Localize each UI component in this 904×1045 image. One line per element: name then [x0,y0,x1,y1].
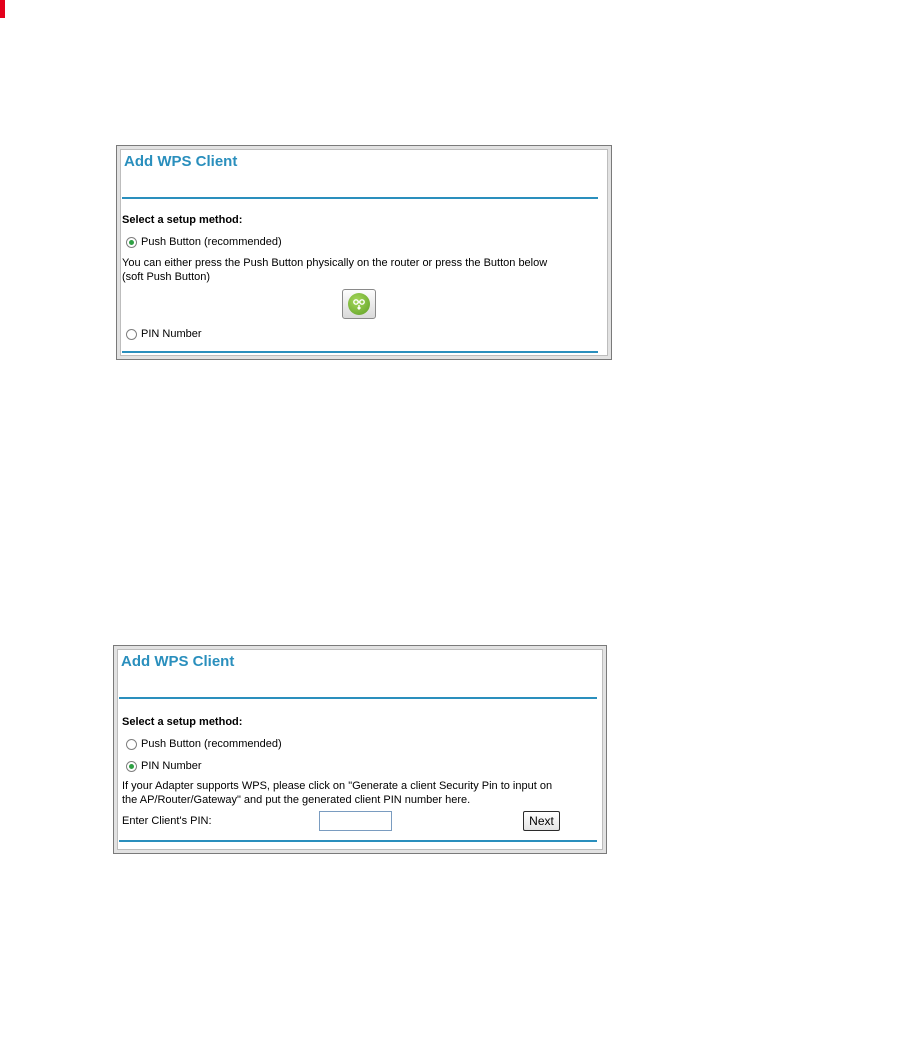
soft-push-button[interactable] [342,289,376,319]
push-button-option-label: Push Button (recommended) [141,236,282,248]
pin-description-line-2: the AP/Router/Gateway" and put the generated client PIN number here. [122,794,471,806]
page-corner-marker [0,0,5,18]
push-button-option[interactable] [126,236,282,249]
push-description-line-1: You can either press the Push Button physically on the router or press the Button below [122,257,548,269]
push-button-option[interactable] [126,738,282,751]
title-divider [119,697,597,699]
next-button[interactable]: Next [523,811,560,831]
pin-number-radio[interactable] [126,329,137,340]
add-wps-client-panel-pin [113,645,607,854]
bottom-divider [122,351,598,353]
push-button-radio[interactable] [126,237,137,248]
wps-icon [348,293,370,315]
push-button-radio[interactable] [126,739,137,750]
panel-title: Add WPS Client [121,653,235,670]
pin-number-option[interactable] [126,760,202,773]
pin-field-label: Enter Client's PIN: [122,815,212,827]
bottom-divider [119,840,597,842]
client-pin-input[interactable] [319,811,392,831]
push-button-option-label: Push Button (recommended) [141,738,282,750]
setup-method-label: Select a setup method: [122,214,243,226]
add-wps-client-panel-push [116,145,612,360]
pin-description-line-1: If your Adapter supports WPS, please click on "Generate a client Security Pin to input on [122,780,553,792]
panel-title: Add WPS Client [124,153,238,170]
pin-number-option-label: PIN Number [141,328,202,340]
title-divider [122,197,598,199]
pin-number-radio[interactable] [126,761,137,772]
pin-number-option-label: PIN Number [141,760,202,772]
pin-number-option[interactable] [126,328,202,341]
push-description-line-2: (soft Push Button) [122,271,211,283]
setup-method-label: Select a setup method: [122,716,243,728]
